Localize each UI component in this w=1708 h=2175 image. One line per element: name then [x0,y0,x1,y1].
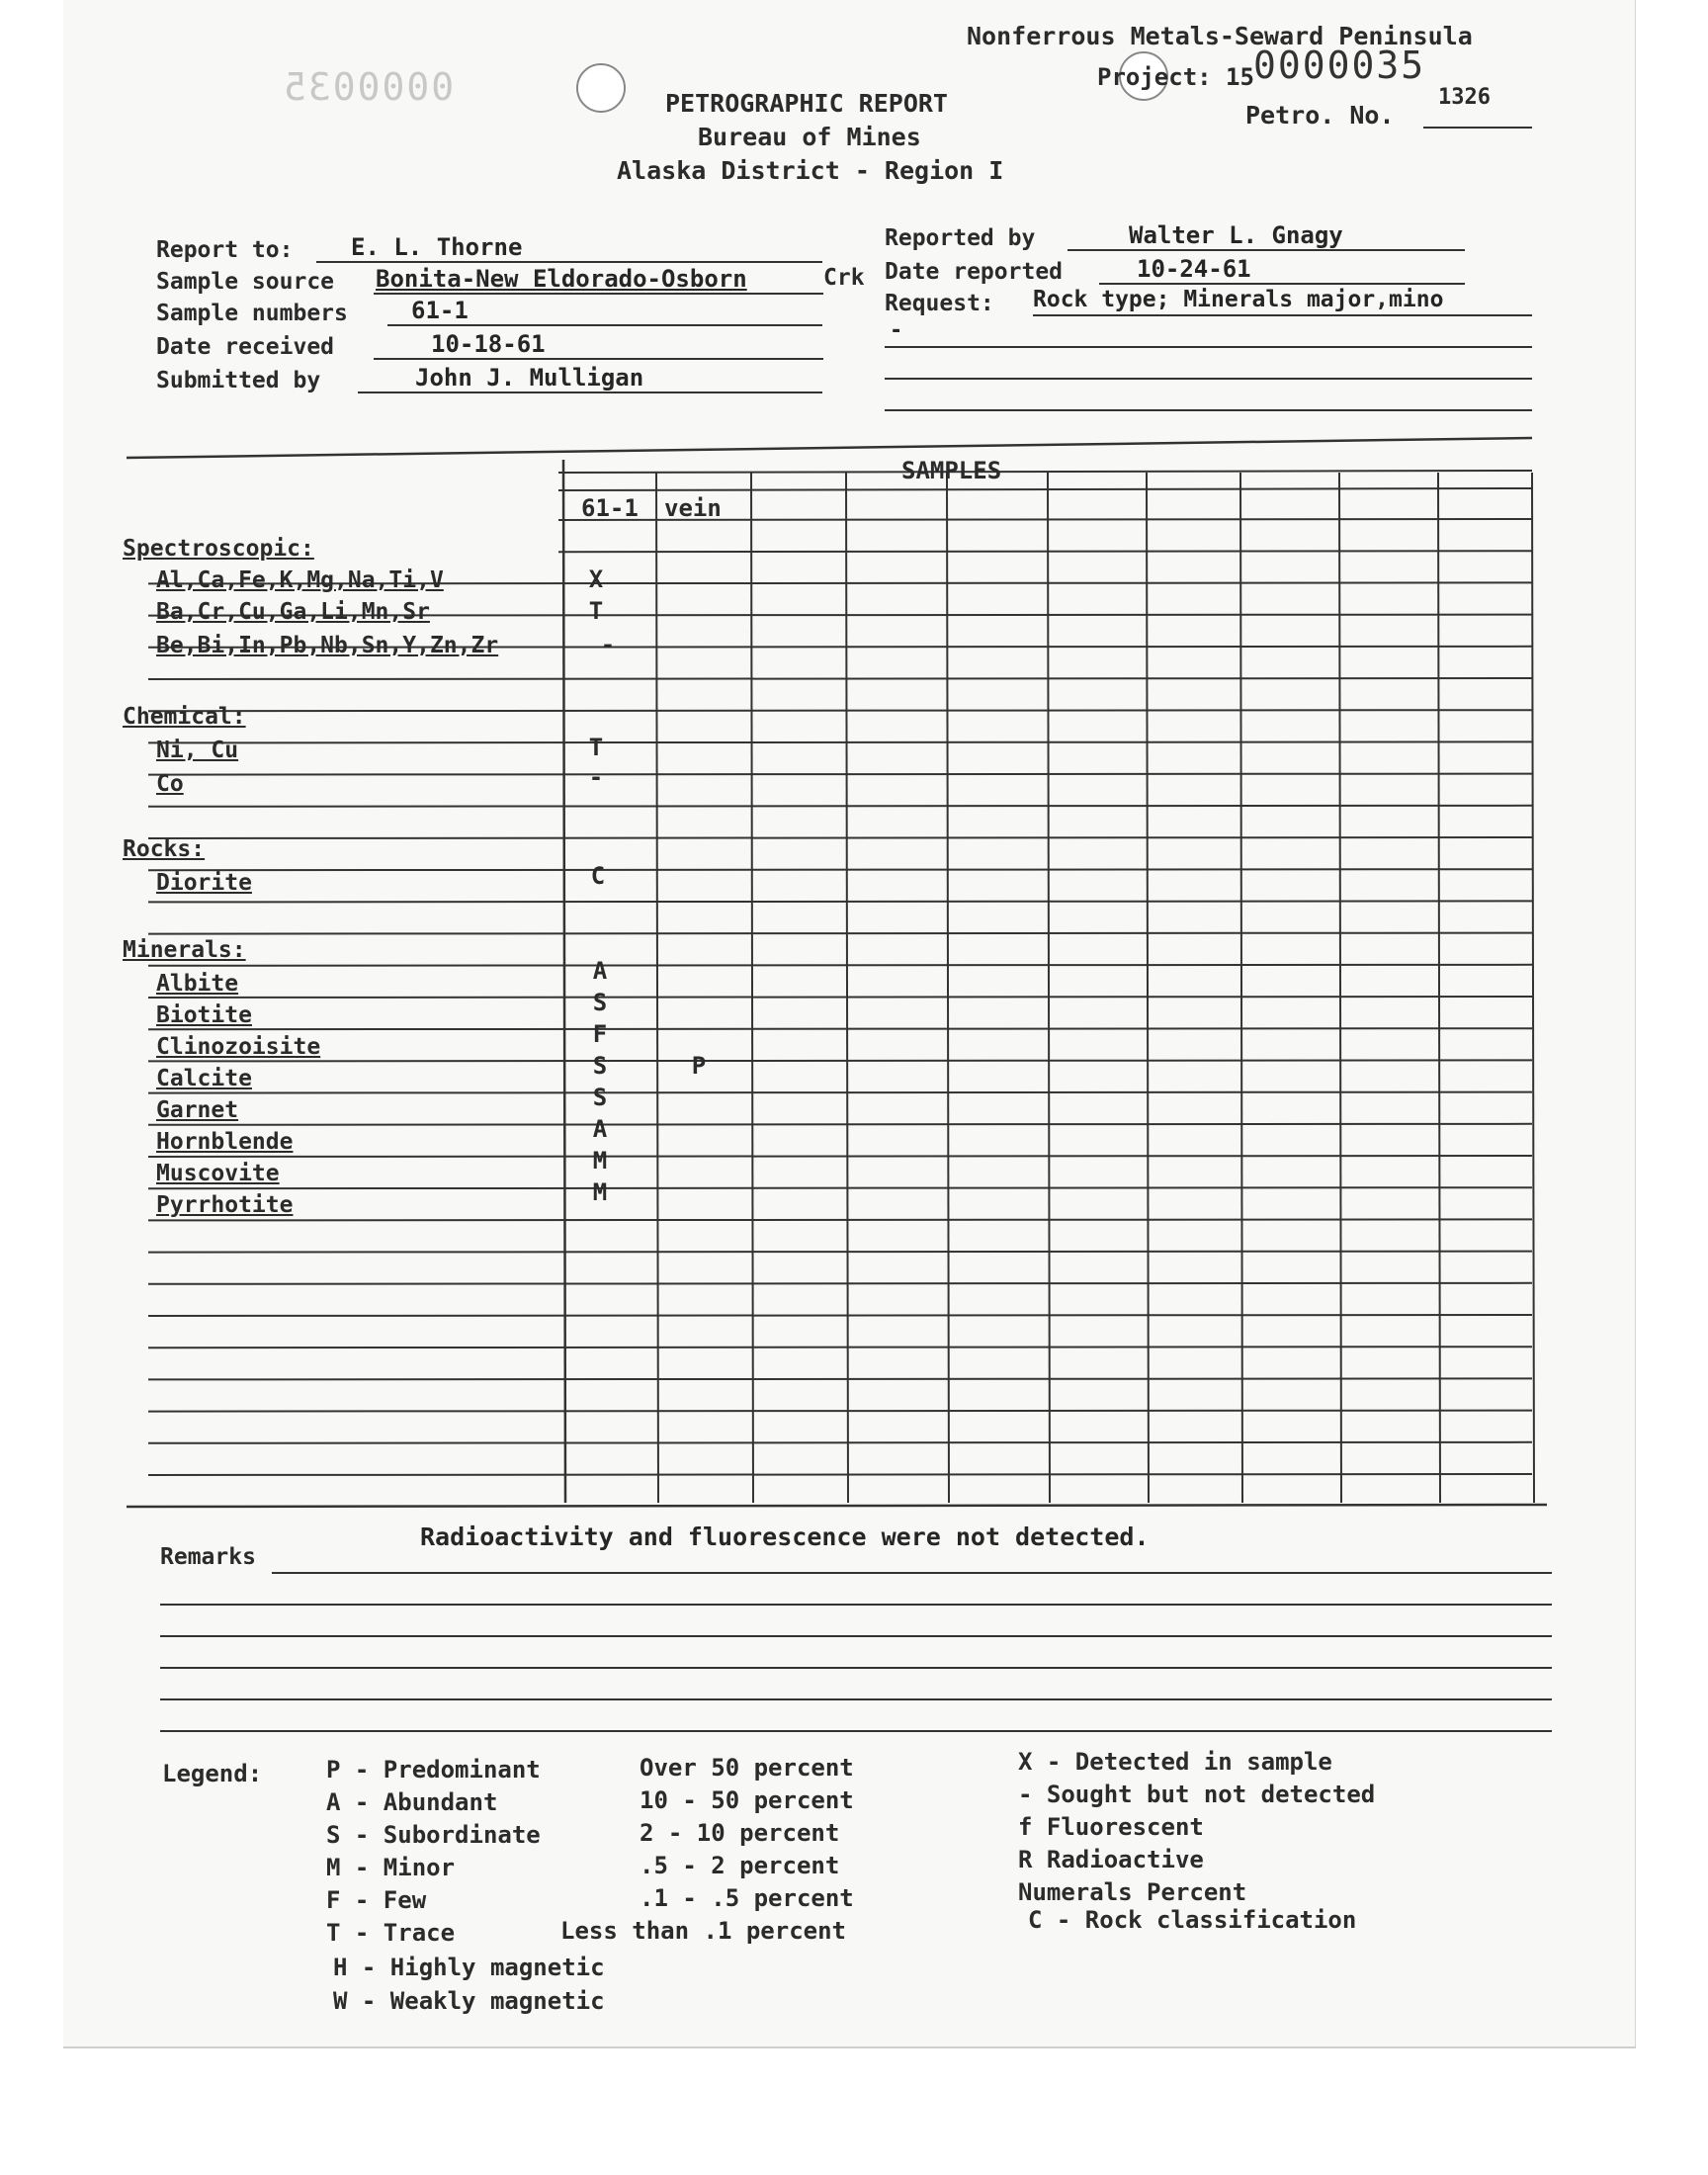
mineral-row-2-c1: S [592,989,608,1016]
request-value: Rock type; Minerals major,mino [1033,287,1444,312]
date-reported-label: Date reported [885,259,1064,285]
chemical-label: Chemical: [123,704,246,730]
legend-right-6: C - Rock classification [1028,1906,1357,1934]
legend-code-7: H - Highly magnetic [333,1954,605,1981]
mineral-row-7-label: Muscovite [156,1161,280,1186]
legend-range-4: .5 - 2 percent [640,1852,840,1879]
legend-code-8: W - Weakly magnetic [333,1987,605,2015]
mineral-row-2-label: Biotite [156,1002,252,1028]
minerals-label: Minerals: [123,937,246,963]
agency-name: Bureau of Mines [698,123,921,151]
sample-source-value: Bonita-New Eldorado-Osborn [376,265,747,293]
legend-range-2: 10 - 50 percent [640,1786,854,1814]
legend-right-3: f Fluorescent [1018,1813,1204,1841]
district-name: Alaska District - Region I [617,156,1004,185]
date-received-label: Date received [156,334,335,360]
spectroscopic-label: Spectroscopic: [123,536,314,562]
chemical-row-2-c1: - [588,763,604,791]
mineral-row-6-c1: A [592,1115,608,1143]
rock-row-1-label: Diorite [156,870,252,896]
petro-no-value: 1326 [1438,85,1491,110]
spectro-row-3-c1: - [600,631,616,658]
chemical-row-2-label: Co [156,771,184,797]
spectro-row-2-c1: T [588,597,604,625]
legend-code-3: S - Subordinate [326,1821,541,1849]
remarks-label: Remarks [160,1544,256,1570]
sample-numbers-value: 61-1 [411,297,469,324]
mineral-row-5-c1: S [592,1084,608,1111]
request-label: Request: [885,291,994,316]
rocks-label: Rocks: [123,836,206,862]
project-label: Project: 15 [1097,63,1254,91]
mineral-row-6-label: Hornblende [156,1129,294,1155]
sample-source-suffix: Crk [823,265,865,291]
chemical-row-1-label: Ni, Cu [156,738,239,763]
faint-stamp-number: 0000035 [282,65,455,109]
legend-range-6: Less than .1 percent [560,1917,846,1945]
spectro-row-3-label: Be,Bi,In,Pb,Nb,Sn,Y,Zn,Zr [156,633,499,658]
submitted-by-value: John J. Mulligan [415,364,644,392]
legend-right-5: Numerals Percent [1018,1878,1247,1906]
legend-code-2: A - Abundant [326,1788,498,1816]
sample-source-label: Sample source [156,269,335,295]
rock-row-1-c1: C [590,862,606,890]
legend-right-1: X - Detected in sample [1018,1748,1332,1776]
reported-by-value: Walter L. Gnagy [1129,221,1343,249]
spectro-row-1-c1: X [588,566,604,593]
remarks-text: Radioactivity and fluorescence were not detected. [420,1522,1150,1551]
petro-no-label: Petro. No. [1245,101,1395,130]
legend-right-4: R Radioactive [1018,1846,1204,1873]
mineral-row-8-label: Pyrrhotite [156,1192,294,1218]
sample-numbers-label: Sample numbers [156,301,348,326]
legend-range-1: Over 50 percent [640,1754,854,1782]
date-received-value: 10-18-61 [431,330,546,358]
legend-range-3: 2 - 10 percent [640,1819,840,1847]
col1-header: 61-1 [581,494,639,522]
reported-by-label: Reported by [885,225,1036,251]
col2-header: vein [664,494,722,522]
legend-code-4: M - Minor [326,1854,456,1881]
legend-title: Legend: [162,1760,263,1787]
mineral-row-7-c1: M [592,1147,608,1174]
mineral-row-8-c1: M [592,1178,608,1206]
report-to-value: E. L. Thorne [351,233,523,261]
spectro-row-1-label: Al,Ca,Fe,K,Mg,Na,Ti,V [156,567,444,593]
date-reported-value: 10-24-61 [1137,255,1251,283]
legend-range-5: .1 - .5 percent [640,1884,854,1912]
mineral-row-4-label: Calcite [156,1066,252,1091]
legend-code-5: F - Few [326,1886,427,1914]
mineral-row-1-label: Albite [156,971,239,997]
mineral-row-1-c1: A [592,957,608,985]
samples-header: SAMPLES [901,457,1002,484]
mineral-row-3-c1: F [592,1020,608,1048]
mineral-row-4-c1: S [592,1052,608,1080]
top-right-title: Nonferrous Metals-Seward Peninsula [967,22,1473,50]
legend-code-6: T - Trace [326,1919,456,1947]
legend-code-1: P - Predominant [326,1756,541,1784]
mineral-row-3-label: Clinozoisite [156,1034,321,1060]
report-to-label: Report to: [156,237,294,263]
legend-right-2: - Sought but not detected [1018,1781,1376,1808]
spectro-row-2-label: Ba,Cr,Cu,Ga,Li,Mn,Sr [156,599,430,625]
mineral-row-4-c2: P [691,1052,707,1080]
chemical-row-1-c1: T [588,734,604,761]
stamp-number: 0000035 [1253,44,1426,87]
report-title: PETROGRAPHIC REPORT [665,89,948,118]
submitted-by-label: Submitted by [156,368,321,393]
mineral-row-5-label: Garnet [156,1097,239,1123]
request-continuation: - [890,318,903,343]
